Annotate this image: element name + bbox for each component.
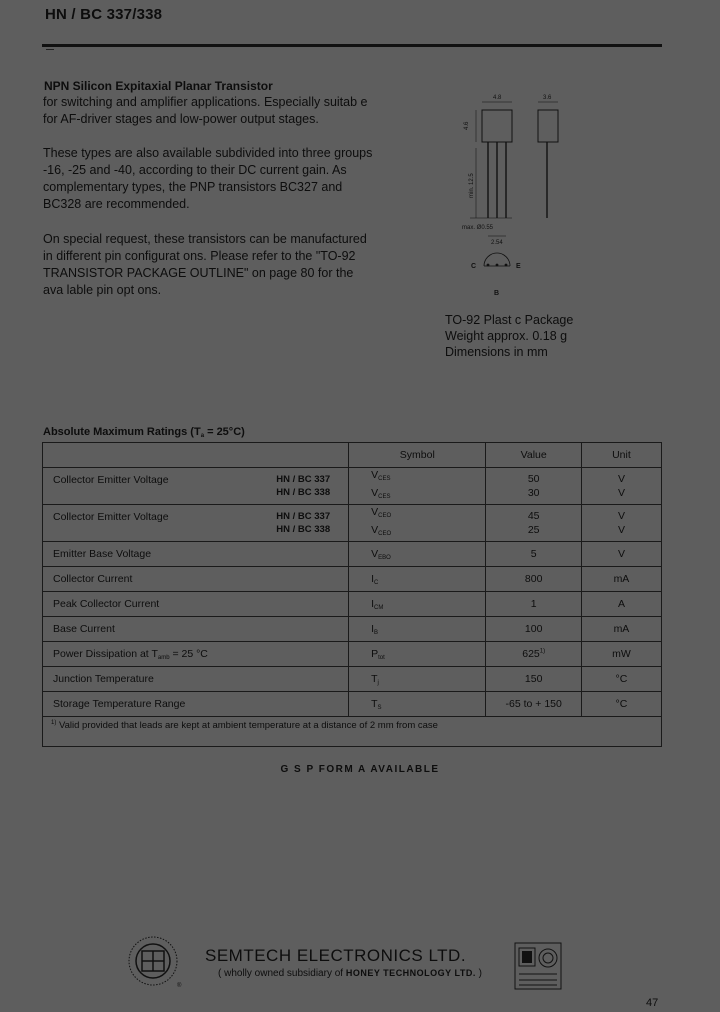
dim-pitch: 2.54	[491, 240, 503, 246]
table-row: Emitter Base Voltage $V_{EBO}$ 5 V	[43, 542, 662, 567]
pin-c-label: C	[471, 263, 477, 270]
symbol: I	[371, 597, 375, 610]
dim-lead-length: min. 12.5	[469, 173, 475, 198]
pin-e-label: E	[516, 263, 521, 270]
table-row: Junction Temperature $T_j$ 150 °C	[43, 667, 662, 692]
symbol: V	[371, 469, 379, 481]
table-row: Collector Emitter Voltage HN / BC 337 HN / BC 338 $V_{CES}$ $V_{CES}$ 50 30 V V	[43, 468, 662, 505]
package-weight: Weight approx. 0.18 g	[445, 329, 568, 343]
dim-depth: 3.6	[543, 95, 552, 101]
text-line: BC328 are recommended.	[43, 197, 190, 211]
unit: V	[617, 524, 625, 536]
footnote-row	[43, 717, 662, 747]
header-value: Value	[486, 443, 581, 468]
subsidiary-note: ( wholly owned subsidiary of HONEY TECHNOLOGY LTD. )	[218, 968, 482, 979]
param-name: Storage Temperature Range	[43, 692, 349, 717]
header-symbol: Symbol	[349, 443, 486, 468]
company-name: SEMTECH ELECTRONICS LTD.	[205, 946, 467, 965]
unit: mA	[581, 617, 661, 642]
package-body-front	[482, 110, 512, 142]
table-row: Peak Collector Current $I_{CM}$ 1 A	[43, 592, 662, 617]
unit: mW	[581, 642, 661, 667]
value: 100	[486, 617, 581, 642]
value: -65 to + 150	[486, 692, 581, 717]
value: 1	[486, 592, 581, 617]
intro-paragraph-3	[43, 231, 367, 299]
param-name: Power Dissipation at $T_{amb} = 25$ °C	[43, 642, 349, 667]
unit: V	[617, 487, 625, 499]
value: 25	[527, 524, 540, 536]
table-row: Storage Temperature Range $T_S$ -65 to + 150 °C	[43, 692, 662, 717]
value: 50	[527, 473, 540, 485]
dim-body-height: 4.6	[464, 121, 470, 130]
value: 45	[527, 510, 540, 522]
unit: A	[581, 592, 661, 617]
gsp-note: G S P FORM A AVAILABLE	[280, 764, 440, 775]
unit: V	[617, 473, 625, 485]
table-row: Base Current $I_B$ 100 mA	[43, 617, 662, 642]
package-dimensions-note: Dimensions in mm	[445, 345, 548, 359]
unit: V	[581, 542, 661, 567]
package-outline-drawing	[440, 88, 570, 298]
semtech-logo-icon	[127, 935, 187, 991]
symbol: V	[371, 524, 379, 536]
absolute-ratings-table	[42, 442, 662, 747]
symbol: T	[371, 672, 378, 685]
param-name: Peak Collector Current	[43, 592, 349, 617]
text-line: in different pin configurat ons. Please refer to the "TO-92	[43, 249, 356, 263]
symbol: V	[371, 506, 379, 518]
intro-heading: NPN Silicon Expitaxial Planar Transistor	[44, 79, 273, 93]
param-name: Collector Emitter Voltage	[53, 511, 169, 523]
table-row: Collector Emitter Voltage HN / BC 337 HN / BC 338 $V_{CEO}$ $V_{CEO}$ 45 25 V V	[43, 505, 662, 542]
symbol: I	[371, 572, 375, 585]
text-line: TRANSISTOR PACKAGE OUTLINE" on page 80 for the	[43, 266, 354, 280]
text-line: for AF-driver stages and low-power output stages.	[43, 112, 319, 126]
header-dash	[46, 49, 54, 50]
symbol: P	[371, 647, 379, 660]
footnote: $^{1)}$ Valid provided that leads are kept at ambient temperature at a distance of 2 mm from case	[43, 717, 662, 747]
value: 625$^{1)}$	[486, 642, 581, 667]
unit: mA	[581, 567, 661, 592]
intro-paragraph-1	[43, 94, 368, 128]
text-line: -16, -25 and -40, according to their DC current gain. As	[43, 163, 347, 177]
param-name: Base Current	[43, 617, 349, 642]
header-rule	[42, 44, 662, 47]
param-name: Junction Temperature	[43, 667, 349, 692]
text-line: ava lable pin opt ons.	[43, 283, 162, 297]
value: 5	[486, 542, 581, 567]
param-name: Collector Emitter Voltage	[53, 474, 169, 486]
dim-lead-dia: max. Ø0.55	[462, 225, 494, 231]
package-info	[445, 312, 573, 360]
header-parameter	[43, 443, 349, 468]
symbol: T	[371, 697, 378, 710]
value: 800	[486, 567, 581, 592]
header-unit: Unit	[581, 443, 661, 468]
package-body-side	[538, 110, 558, 142]
text-line: On special request, these transistors can be manufactured	[43, 232, 367, 246]
value: 150	[486, 667, 581, 692]
variant-label: HN / BC 338	[276, 524, 331, 535]
ratings-title: Absolute Maximum Ratings $(T_a = 25^\circ C)$	[43, 426, 245, 439]
svg-text:®: ®	[177, 983, 182, 989]
text-line: These types are also available subdivided into three groups	[43, 146, 373, 160]
unit: V	[617, 510, 625, 522]
table-header-row	[43, 443, 662, 468]
page-title: HN / BC 337/338	[45, 6, 163, 23]
symbol: I	[371, 622, 375, 635]
table-row: Collector Current $I_C$ 800 mA	[43, 567, 662, 592]
variant-label: HN / BC 337	[276, 474, 331, 485]
pin-b-label: B	[494, 290, 500, 297]
text-line: complementary types, the PNP transistors BC327 and	[43, 180, 343, 194]
unit: °C	[581, 667, 661, 692]
symbol: V	[371, 547, 379, 560]
page-number: 47	[646, 997, 659, 1009]
symbol: V	[371, 487, 379, 499]
text-line: for switching and amplifier applications. Especially suitab e	[43, 95, 368, 109]
intro-paragraph-2	[43, 145, 373, 213]
param-name: Emitter Base Voltage	[43, 542, 349, 567]
variant-label: HN / BC 338	[276, 487, 331, 498]
package-type: TO-92 Plast c Package	[445, 313, 574, 327]
table-row: Power Dissipation at $T_{amb} = 25$ °C $P_{tot}$ 625$^{1)}$ mW	[43, 642, 662, 667]
param-name: Collector Current	[43, 567, 349, 592]
certification-mark-icon	[514, 942, 562, 992]
variant-label: HN / BC 337	[276, 511, 331, 522]
dim-width: 4.8	[493, 95, 502, 101]
value: 30	[527, 487, 540, 499]
unit: °C	[581, 692, 661, 717]
